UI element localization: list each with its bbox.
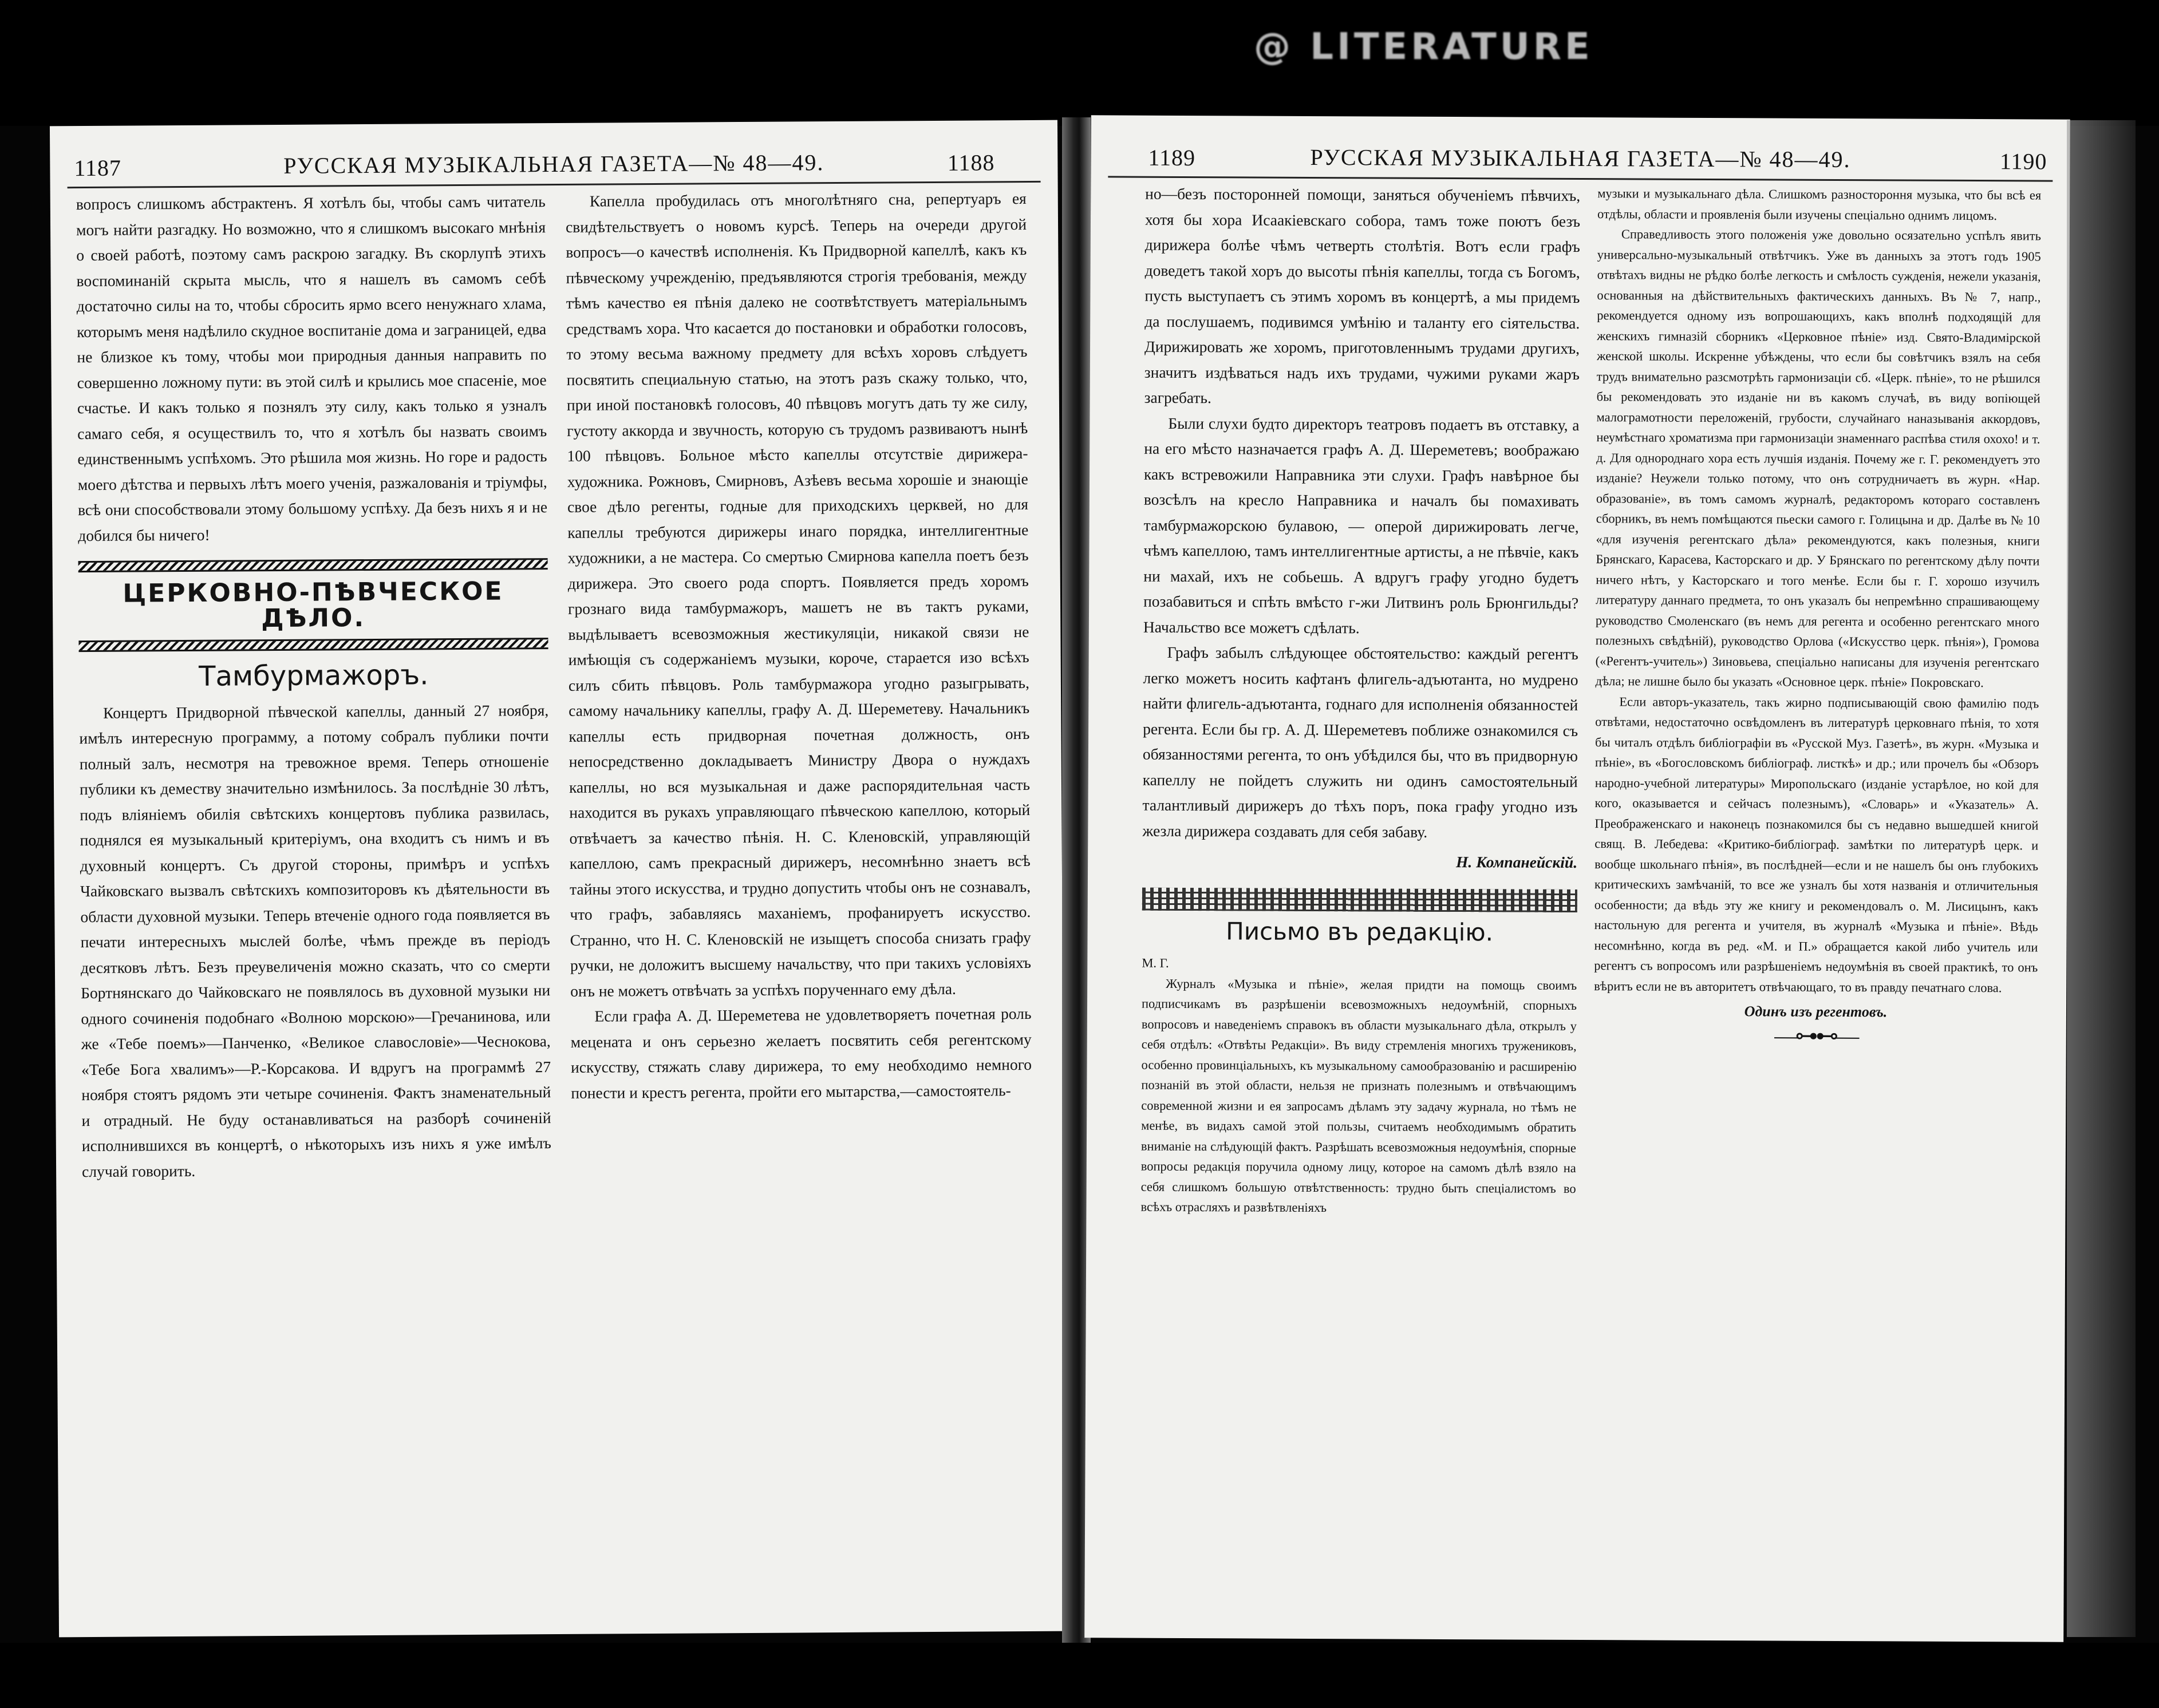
section-band (78, 558, 548, 652)
paragraph: Капелла пробудилась отъ многолѣтняго сна, репертуаръ ея свидѣтельствуетъ о новомъ курсѣ. Теперь на очереди другой вопросъ—о качествѣ исполненія. Къ Придворной капеллѣ, какъ къ пѣвческому учрежденію, предъявляются строгія требованія, между тѣмъ качество ея пѣнія далеко не соотвѣтствуетъ матеріальнымъ средствамъ хора. Что касается до постановки и обработки голосовъ, то этому весьма важному предмету для всѣхъ хоровъ слѣдуетъ посвятить специальную статью, на этотъ разъ скажу только, что, при иной постановкѣ голосовъ, 40 пѣвцовъ могутъ дать ту же силу, густоту аккорда и звучность, которую съ трудомъ развиваютъ нынѣ 100 пѣвцовъ. Больное мѣсто капеллы отсутствіе дирижера-художника. Рожновъ, Смирновъ, Азѣевъ весьма хорошіе и знающіе свое дѣло регенты, годные для приходскихъ церквей, но для капеллы требуются дирижеры инаго порядка, интеллигентные художники, а не мастера. Со смертью Смирнова капелла поетъ безъ дирижера. Это своего рода спортъ. Появляется предъ хоромъ грознаго вида тамбурмажоръ, машетъ не въ тактъ руками, выдѣлываетъ всевозможныя жестикуляціи, никакой связи не имѣющія съ содержаніемъ музыки, короче, старается изо всѣхъ силъ сбить пѣвцовъ. Роль тамбурмажора угодно разыгрывать, самому начальнику капеллы, графу А. Д. Шереметеву. Начальникъ капеллы есть придворная почетная должность, онъ непосредственно докладываетъ Министру Двора о нуждахъ капеллы, но вся музыкальная и даже распорядительная часть находится въ рукахъ управляющаго пѣвческою капеллою, который отвѣчаетъ за качество пѣнія. Н. С. Кленовскій, управляющій капеллою, самъ прекрасный дирижеръ, несомнѣнно знаетъ всѣ тайны этого искусства, и трудно допустить чтобы онъ не сознавалъ, что графъ, забавляясь маханіемъ, профанируетъ искусство. Странно, что Н. С. Кленовскій не изыщетъ способа снизать графу ручки, не доложитъ высшему начальству, что при такихъ условіяхъ онъ не можетъ отвѣчать за успѣхъ порученнаго ему дѣла. (565, 189, 1032, 1000)
running-title: РУССКАЯ МУЗЫКАЛЬНАЯ ГАЗЕТА—№ 48—49. (283, 149, 824, 179)
page-number-1190: 1190 (1999, 148, 2047, 175)
running-title: РУССКАЯ МУЗЫКАЛЬНАЯ ГАЗЕТА—№ 48—49. (1310, 144, 1851, 173)
left-page (50, 120, 1067, 1638)
page-number-1189: 1189 (1148, 144, 1196, 171)
paragraph: Концертъ Придворной пѣвческой капеллы, данный 27 ноября, имѣлъ интересную программу, а потому собралъ публики почти полный залъ, несмотря на тревожное время. Теперь отношеніе публики къ деместву значительно измѣнилось. За послѣдніе 30 лѣтъ, подъ вліяніемъ обилія свѣтскихъ концертовъ публика развилась, поднялся ея музыкальный критеріумъ, она входитъ съ нимъ и въ духовный концертъ. Съ другой стороны, примѣръ и успѣхъ Чайковскаго вызвалъ свѣтскихъ композиторовъ къ дѣятельности въ области духовной музыки. Теперь втеченіе одного года появляется въ печати интересныхъ мыслей болѣе, чѣмъ прежде въ періодъ десятковъ лѣтъ. Безъ преувеличенія можно сказать, что со смерти Бортнянскаго до Чайковскаго не появлялось въ духовной музыки ни одного сочиненія подобнаго «Волною морскою»—Гречанинова, или же «Тебе поемъ»—Панченко, «Великое славословіе»—Чеснокова, «Тебе Бога хвалимъ»—Р.-Корсакова. И вдругъ на программѣ 27 ноября стоятъ рядомъ эти четыре сочиненія. Фактъ знаменательный и отрадный. Не буду останавливаться на разборѣ сочиненій исполнившихся въ концертѣ, о нѣкоторыхъ изъ нихъ я уже имѣлъ случай говорить. (79, 701, 551, 1180)
end-ornament: —⊶⊷— (1774, 1022, 1857, 1049)
scan-top-edge (0, 0, 2159, 126)
left-page-column-1 (76, 189, 552, 1184)
ornament-rule (78, 558, 548, 572)
right-page-column-1 (1140, 181, 1580, 1219)
paragraph: Если авторъ-указатель, такъ жирно подписывающій свою фамилію подъ отвѣтами, недостаточно освѣдомленъ въ литературѣ церковнаго пѣнія, то хотя бы читалъ отдѣлъ библіографіи въ «Русской Муз. Газетѣ», въ журн. «Музыка и пѣніе», въ «Богословскомъ библіограф. листкѣ» и др.; или прочелъ бы «Обзоръ народно-учебной литературы» Миропольскаго (изданіе устарѣлое, но кой для кого, оказывается и сейчасъ полезнымъ), «Словарь» и «Указатель» А. Преображенскаго и наконецъ познакомился бы съ недавно вышедшей книгой свящ. В. Лебедева: «Критико-библіограф. замѣтки по литературѣ церк. и вообще школьнаго пѣнія», въ послѣдней—если и не нашелъ бы онъ глубокихъ критическихъ замѣчаній, то все же узналъ бы хотя названія и отличительныя особенности; да вѣдь эту же книгу и рекомендовалъ о. М. Лисицынъ, какъ настольную для регента и учителя, въ журналѣ «Музыка и пѣніе». Вѣдь несомнѣнно, когда въ ред. «М. и П.» обращается какой либо учитель или регентъ съ вопросомъ или разрѣшеніемъ недоумѣнія въ своей практикѣ, то онъ вѣритъ если не въ авторитетъ отвѣчающаго, то въ правду печатнаго слова. (1594, 694, 2039, 995)
section-heading: ЦЕРКОВНО-ПѢВЧЕСКОЕ ДѢЛО. (123, 576, 504, 633)
ornament-band (1142, 887, 1577, 912)
paragraph: вопросъ слишкомъ абстрактенъ. Я хотѣлъ бы, чтобы самъ читатель могъ найти разгадку. Но возможно, что я слишкомъ высокаго мнѣнія о своей работѣ, поэтому самъ раскрою загадку. Въ скорлупѣ этихъ воспоминаній скрыта мысль, что я нашелъ въ самомъ себѣ достаточно силы на то, чтобы сбросить ярмо всего ненужнаго хлама, которымъ меня надѣлило скудное воспитаніе дома и заграницей, едва не близкое къ тому, чтобы мои природныя данныя направить по совершенно ложному пути: въ этой силѣ и крылись мое спасеніе, мое счастье. И какъ только я познялъ эту силу, какъ только я узналъ самаго себя, я осуществилъ то, что я хотѣлъ бы назвать своимъ единственнымъ успѣхомъ. Это рѣшила моя жизнь. Но горе и радость моего дѣтства и первыхъ лѣтъ моего ученія, разжалованія и тріумфы, всѣ они способствовали этому большому успѣху. Да безъ нихъ я и не добился бы ничего! (76, 192, 548, 544)
right-page-column-2 (1594, 183, 2042, 1049)
author-signature: Н. Компанейскій. (1455, 853, 1578, 872)
letter-title: Письмо въ редакцію. (1226, 916, 1494, 946)
page-edge-shadow (2067, 120, 2136, 1637)
left-running-head (50, 137, 1057, 184)
left-page-column-2 (566, 186, 1032, 1106)
paragraph: Журналъ «Музыка и пѣніе», желая придти на помощь своимъ подписчикамъ въ разрѣшеніи всевозможныхъ недоумѣній, спорныхъ вопросовъ и наведеніемъ справокъ въ области музыкальнаго дѣла, открылъ у себя отдѣлъ: «Отвѣты Редакціи». Въ виду стремленія многихъ тружениковъ, особенно провинціальныхъ, къ музыкальному самообразованію и расширенію познаній въ этой области, нельзя не признать полезнымъ и отвѣчающимъ современной жизни и ея запросамъ дѣламъ эту задачу журнала, но тѣмъ не менѣе, въ видахъ самой этой пользы, считаемъ необходимымъ обратить вниманіе на слѣдующій фактъ. Разрѣшать всевозможныя недоумѣнія, спорные вопросы редакція поручила одному лицу, которое на самомъ дѣлѣ взяло на себя слишкомъ большую отвѣтственность: трудно быть спеціалистомъ во всѣхъ отрасляхъ и развѣтвленіяхъ (1140, 976, 1577, 1215)
paragraph: но—безъ посторонней помощи, заняться обученіемъ пѣвчихъ, хотя бы хора Исаакіевскаго собора, тамъ тоже поютъ безъ дирижера болѣе чѣмъ четверть столѣтія. Вотъ если графъ доведетъ такой хоръ до высоты пѣнія капеллы, тогда съ Богомъ, пусть выступаетъ съ этимъ хоромъ въ концертѣ, а мы придемъ да послушаемъ, подивимся умѣнію и таланту его сіятельства. Дирижировать же хоромъ, приготовленнымъ трудами другихъ, значитъ издѣваться надъ ихъ трудами, чужими руками жаръ загребать. (1144, 184, 1581, 407)
scan-bottom-edge (0, 1643, 2159, 1708)
page-number-1187: 1187 (74, 155, 122, 181)
letter-signature: Одинъ изъ регентовъ. (1744, 1003, 1888, 1021)
paragraph: Были слухи будто директоръ театровъ подаетъ въ отставку, а на его мѣсто назначается графъ А. Д. Шереметевъ; воображаю какъ встревожили Направника эти слухи. Графъ навѣрное бы возсѣлъ на кресло Направника и началъ бы помахивать тамбурмажорскою булавою, — оперой дирижировать легче, чѣмъ капеллою, тамъ интеллигентные артисты, а не пѣвчіе, какъ ни махай, ихъ не собьешь. А вдругъ графу угодно будетъ позабавиться и спѣть вмѣсто г-жи Литвинъ роль Брюнгильды? Начальство все можетъ сдѣлать. (1143, 414, 1580, 636)
header-rule (1108, 176, 2053, 181)
page-number-1188: 1188 (947, 149, 995, 176)
right-page (1084, 115, 2070, 1642)
right-running-head (1091, 132, 2070, 176)
article-title: Тамбурмажоръ. (199, 659, 429, 693)
paragraph: Справедливость этого положенія уже довольно осязательно успѣлъ явить универсально-музыкальный отвѣтчикъ. Уже въ данныхъ за этотъ годъ 1905 отвѣтахъ видны не рѣдко болѣе легкость и смѣлость сужденія, нежели указанія, основанныя на дѣйствительныхъ фактическихъ данныхъ. Въ № 7, напр., рекомендуется одному изъ вопрошающихъ, какъ вполнѣ подходящій для женскихъ гимназій сборникъ «Церковное пѣніе» изд. Свято-Владимірской женской школы. Искренне убѣждены, что если бы совѣтчикъ взялъ на себя трудъ внимательно разсмотрѣть гармонизаціи сб. «Церк. пѣніе», то не рѣшился бы рекомендовать это изданіе ни въ какомъ случаѣ, въ виду вопіющей малограмотности переложеній, грубости, случайнаго наназыванія аккордовъ, неумѣстнаго хроматизма при гармонизаціи знаменнаго распѣва стиля охохо! и т. д. Для однороднаго хора есть лучшія изданія. Почему же г. Г. рекомендуетъ это изданіе? Неужели только потому, что онъ сотрудничаетъ въ журн. «Нар. образованіе», въ томъ самомъ журналѣ, редакторомъ котораго составленъ сборникъ, въ немъ помѣщаются пьески самого г. Голицына и др. Далѣе въ № 10 «для изученія регентскаго дѣла» рекомендуются, какъ полезныя, книги Брянскаго, Карасева, Касторскаго и др. У Брянскаго по регентскому дѣлу почти ничего нѣтъ, у Касторскаго и того менѣе. Если бы г. Г. хорошо изучилъ литературу даннаго предмета, то онъ указалъ бы непремѣнно спрашивающему руководство Смоленскаго (въ немъ для регента и особенно регентскаго много полезныхъ свѣдѣній), руководство Орлова («Искусство церк. пѣнія»), Громова («Регентъ-учитель») Зиновьева, спеціально написаны для изученія регентскаго дѣла; не лишне было бы указать «Основное церк. пѣніе» Покровскаго. (1595, 227, 2041, 690)
paragraph: Графъ забылъ слѣдующее обстоятельство: каждый регентъ легко можетъ носить кафтанъ флигель-адъютанта, но мудрено найти флигель-адъютанта, годнаго для исполненія обязанностей регента. Если бы гр. А. Д. Шереметевъ поближе ознакомился съ обязанностями регента, то онъ убѣдился бы, что въ придворную капеллу не пойдетъ служить ни одинъ самостоятельный талантливый дирижеръ до тѣхъ поръ, пока графу угодно изъ жезла дирижера создавать для себя забаву. (1142, 643, 1578, 841)
paragraph: Если графа А. Д. Шереметева не удовлетворяетъ почетная роль мецената и онъ серьезно желаетъ посвятить себя регентскому искусству, стяжать славу дирижера, то ему необходимо немного понести и крестъ регента, пройти его мытарства,—самостоятель- (570, 1004, 1032, 1102)
paragraph: музыки и музыкальнаго дѣла. Слишкомъ разностороння музыка, что бы всѣ ея отдѣлы, области и проявленія были изучены спеціально однимъ лицомъ. (1597, 186, 2042, 223)
ornament-rule (78, 638, 548, 652)
salutation: М. Г. (1142, 955, 1169, 970)
scan-artifact-text: @ LITERATURE (1254, 26, 1593, 68)
